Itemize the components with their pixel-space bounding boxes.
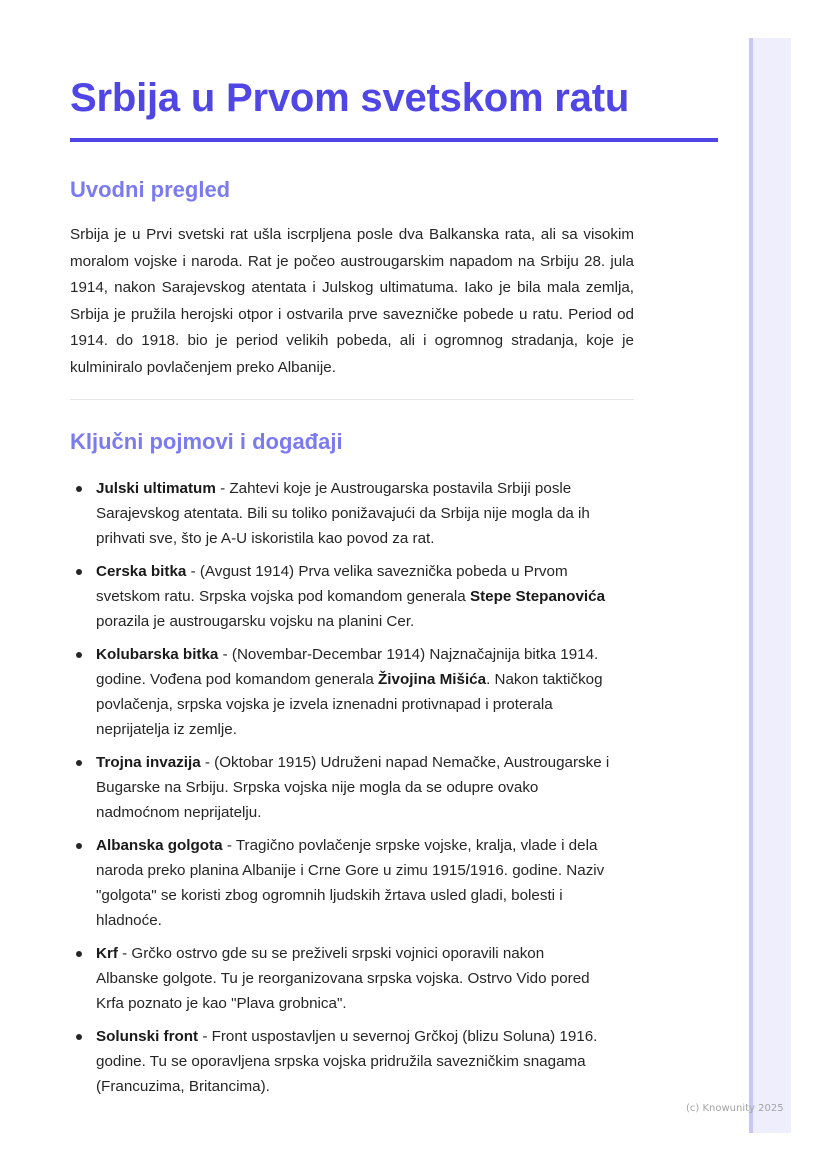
term-description: - (Avgust 1914) Prva velika saveznička pobeda u Prvom svetskom ratu. Srpska vojska pod komandom generala xyxy=(96,563,568,605)
section-heading-terms: Ključni pojmovi i događaji xyxy=(70,429,343,454)
bullet-icon xyxy=(76,569,82,575)
intro-paragraph: Srbija je u Prvi svetski rat ušla iscrpljena posle dva Balkanska rata, ali sa visokim moralom vojske i naroda. Rat je počeo austrougarskim napadom na Srbiju 28. jula 1914, nakon Sarajevskog atentata i Julskog ultimatuma. Iako je bila mala zemlja, Srbija je pružila herojski otpor i ostvarila prve savezničke pobede u ratu. Period od 1914. do 1918. bio je period velikih pobeda, ali i ogromnog stradanja, koje je kulminiralo povlačenjem preko Albanije. xyxy=(70,226,634,376)
bullet-icon xyxy=(76,652,82,658)
term-description: - (Novembar-Decembar 1914) Najznačajnija bitka 1914. godine. Vođena pod komandom generala xyxy=(96,646,599,688)
term-label: Albanska golgota xyxy=(96,837,223,854)
bullet-icon xyxy=(76,843,82,849)
term-description: - Zahtevi koje je Austrougarska postavila Srbiji posle Sarajevskog atentata. Bili su toliko ponižavajući da Srbija nije mogla da ih prihvati sve, što je A-U iskoristila kao povod za rat. xyxy=(96,480,590,547)
term-description: - (Oktobar 1915) Udruženi napad Nemačke, Austrougarske i Bugarske na Srbiju. Srpska vojska nije mogla da se odupre ovako nadmoćnom neprijatelju. xyxy=(96,754,610,821)
term-emphasis: Stepe Stepanovića xyxy=(469,588,606,605)
term-description: - Grčko ostrvo gde su se preživeli srpski vojnici oporavili nakon Albanske golgote. Tu je reorganizovana srpska vojska. Ostrvo Vido pored Krfa poznato je kao "Plava grobnica". xyxy=(96,945,590,1012)
term-label: Julski ultimatum xyxy=(96,480,216,497)
list-item xyxy=(70,642,610,742)
term-label: Solunski front xyxy=(96,1028,199,1045)
term-description-cont: . Nakon taktičkog povlačenja, srpska vojska je izvela iznenadni protivnapad i proterala neprijatelja iz zemlje. xyxy=(96,671,603,738)
terms-list xyxy=(70,476,610,1099)
list-item xyxy=(70,750,610,825)
list-item xyxy=(70,941,610,1016)
bullet-icon xyxy=(76,486,82,492)
list-item xyxy=(70,1024,610,1099)
side-panel xyxy=(749,38,791,1133)
list-item xyxy=(70,833,610,933)
term-label: Trojna invazija xyxy=(96,754,201,771)
term-label: Kolubarska bitka xyxy=(96,646,219,663)
term-description: - Tragično povlačenje srpske vojske, kralja, vlade i dela naroda preko planina Albanije i Crne Gore u zimu 1915/1916. godine. Naziv "golgota" se koristi zbog ogromnih ljudskih žrtava usled gladi, bolesti i hladnoće. xyxy=(96,837,605,929)
bullet-icon xyxy=(76,1034,82,1040)
title-underline xyxy=(70,138,718,142)
bullet-icon xyxy=(76,951,82,957)
list-item xyxy=(70,476,610,551)
document-content xyxy=(70,76,718,1107)
section-divider xyxy=(70,399,634,400)
bullet-icon xyxy=(76,760,82,766)
footer-copyright: (c) Knowunity 2025 xyxy=(686,1103,784,1114)
term-description: - Front uspostavljen u severnoj Grčkoj (blizu Soluna) 1916. godine. Tu se oporavljena srpska vojska pridružila savezničkim snagama (Francuzima, Britancima). xyxy=(96,1028,598,1095)
term-label: Krf xyxy=(96,945,118,962)
term-description-cont: porazila je austrougarsku vojsku na planini Cer. xyxy=(96,613,415,630)
section-heading-intro: Uvodni pregled xyxy=(70,177,231,202)
list-item xyxy=(70,559,610,634)
term-label: Cerska bitka xyxy=(96,563,187,580)
page-title: Srbija u Prvom svetskom ratu xyxy=(70,76,630,120)
term-emphasis: Živojina Mišića xyxy=(378,671,487,688)
